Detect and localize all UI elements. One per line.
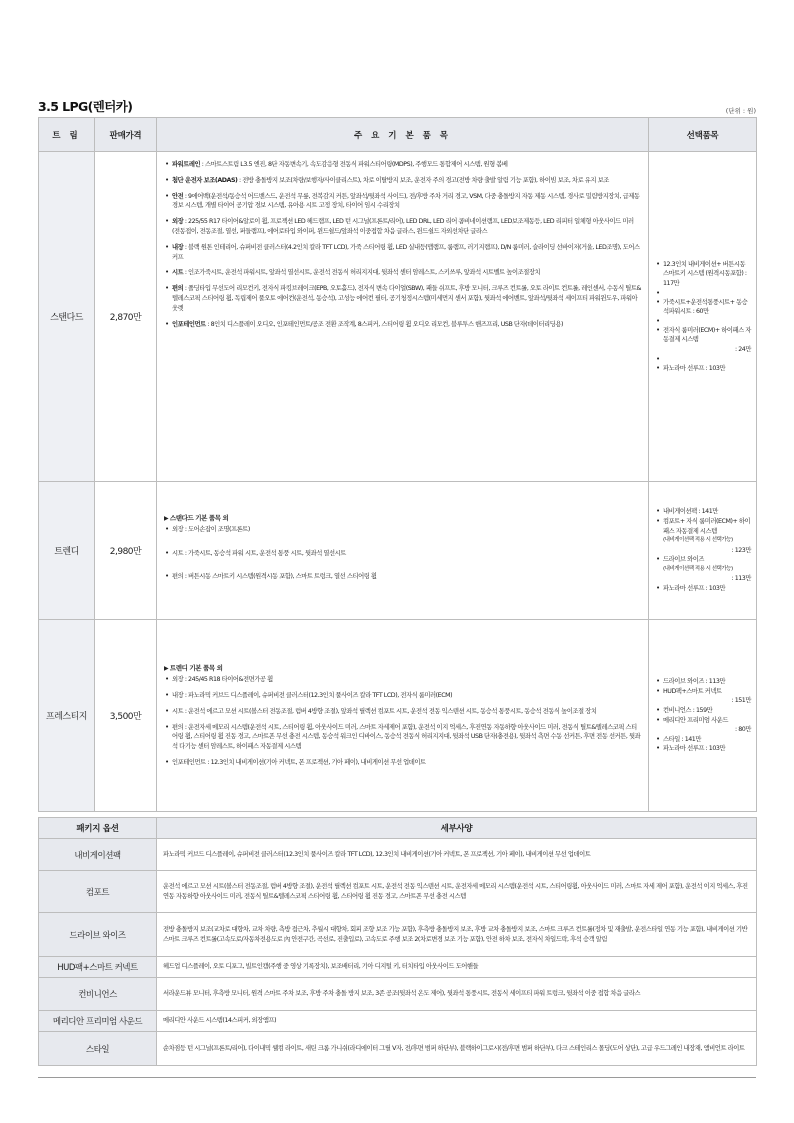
feature-item: • 파워트레인 : 스마트스트림 L3.5 엔진, 8단 자동변속기, 속도감응형 전동식 파워스티어링(MDPS), 주행모드 통합제어 시스템, 원형 봄베 xyxy=(164,160,641,170)
feature-item: • 첨단 운전자 보조(ADAS) : 전방 충돌방지 보조(차량/보행자/사이클리스트), 차로 이탈방지 보조, 운전자 주의 경고(전방 차량 출발 알림 기능 포함), 하이빔 보조, 차로 유지 보조 xyxy=(164,176,641,186)
option-item: • 12.3인치 내비게이션+ 버튼시동 스마트키 시스템 (원격시동포함) : 117만 xyxy=(656,260,751,289)
package-row xyxy=(39,1011,757,1032)
trim-price: 2,980만 xyxy=(95,482,157,620)
package-name: HUD팩+스마트 커넥트 xyxy=(39,957,157,978)
feature-lead: ▶ 스탠다드 기본 품목 외 xyxy=(158,513,647,522)
trim-name: 스탠다드 xyxy=(39,152,95,482)
package-row xyxy=(39,871,757,913)
package-desc: 메리디안 사운드 시스템(14스피커, 외장앰프) xyxy=(157,1011,757,1032)
feature-item: • 편의 : 폴딩타입 무선도어 리모컨키, 전자식 파킹브레이크(EPB, 오토홀드), 전자식 변속 다이얼(SBW), 패들 쉬프트, 후방 모니터, 크루즈 컨트롤, 오토 라이트 컨트롤, 레인센서, 수동식 틸트&텔레스코픽 스티어링 휠, 독립제어 풀오토 에어컨(운전석, 동승석), 고성능 에어컨 필터, 공기청정시스템(미세먼지 센서 포함), 뒷좌석 에어벤트, 앞좌석/뒷좌석 세이프티 파워윈도우, 파워아웃렛 xyxy=(164,284,641,313)
feature-item: • 안전 : 9에어백(운전석/동승석 어드밴스드, 운전석 무릎, 전복감지 커튼, 앞좌석/뒷좌석 사이드), 전/후방 주차 거리 경고, VSM, 다중 충돌방지 자동 제동 시스템, 경사로 밀림방지장치, 급제동 경보 시스템, 개별 타이어 공기압 경보 시스템, 유아용 시트 고정 장치, 타이어 임시 수리장치 xyxy=(164,192,641,212)
feature-item: • 내장 : 파노라믹 커브드 디스플레이, 슈퍼비전 클러스터(12.3인치 풀사이즈 칼라 TFT LCD), 전자식 룸미러(ECM) xyxy=(164,691,641,701)
package-desc: 파노라믹 커브드 디스플레이, 슈퍼비전 클러스터(12.3인치 풀사이즈 칼라 TFT LCD), 12.3인치 내비게이션(기아 커넥트, 폰 프로젝션, 기아 페이), 내비게이션 무선 업데이트 xyxy=(157,839,757,871)
page-title: 3.5 LPG(렌터카) xyxy=(38,99,133,114)
package-row xyxy=(39,839,757,871)
package-name: 드라이브 와이즈 xyxy=(39,913,157,957)
trim-name: 트렌디 xyxy=(39,482,95,620)
feature-item: • 시트 : 가죽시트, 동승석 파워 시트, 운전석 통풍 시트, 뒷좌석 열선시트 xyxy=(164,549,641,559)
package-name: 메리디안 프리미엄 사운드 xyxy=(39,1011,157,1032)
option-item: • 전자식 룸미러(ECM)+ 하이패스 자동결제 시스템 : 24만 xyxy=(656,326,751,355)
trim-row-standard xyxy=(39,152,757,482)
package-name: 컨비니언스 xyxy=(39,978,157,1011)
feature-item: • 시트 : 운전석 에르고 모션 시트(볼스터 전동조절, 럼버 4방향 조절), 앞좌석 릴렉션 컴포트 시트, 운전석 전동 익스텐션 시트, 동승석 통풍시트, 동승석 전동식 높이조절 장치 xyxy=(164,707,641,717)
trim-name: 프레스티지 xyxy=(39,620,95,812)
feature-item: • 외장 : 도어손잡이 조명(프론트) xyxy=(164,525,641,535)
header-trim: 트 림 xyxy=(39,118,95,152)
spacer xyxy=(656,317,751,326)
feature-item: • 편의 : 운전자세 메모리 시스템(운전석 시트, 스티어링 휠, 아웃사이드 미러, 스마트 자세제어 포함), 운전석 이지 억세스, 후진연동 자동하향 아웃사이드 미러, 전동식 틸트&텔레스코픽 스티어링 휠, 스티어링 휠 진동 경고, 스마트폰 무선 충전 시스템, 동승석 워크인 디바이스, 동승석 전동식 허리지지대, 뒷좌석 USB 단자(충전용), 뒷좌석 측면 수동 선커튼, 후면 전동 선커튼, 뒷좌석 다기능 센터 암레스트, 하이패스 자동결제 시스템 xyxy=(164,723,641,752)
package-row xyxy=(39,978,757,1011)
bottom-rule xyxy=(38,1077,756,1078)
option-item: • HUD팩+스마트 커넥트 : 151만 xyxy=(656,687,751,706)
feature-cell xyxy=(157,620,649,812)
package-table xyxy=(38,817,757,1066)
option-item: • 내비게이션팩 : 141만 xyxy=(656,507,751,517)
package-row xyxy=(39,913,757,957)
feature-item: • 인포테인먼트 : 8인치 디스플레이 오디오, 인포테인먼트/공조 전환 조작계, 8스피커, 스티어링 휠 오디오 리모컨, 블루투스 핸즈프리, USB 단자(데이터리딩용) xyxy=(164,320,641,330)
trim-table-header xyxy=(39,118,757,152)
option-item: • 파노라마 선루프 : 103만 xyxy=(656,584,751,594)
package-desc: 헤드업 디스플레이, 오토 디포그, 빌트인캠(주행 중 영상 기록장치), 보조배터리, 기아 디지털 키, 터치타입 아웃사이드 도어핸들 xyxy=(157,957,757,978)
package-desc: 순차점등 턴 시그널(프론트/리어), 다이내믹 웰컴 라이트, 새틴 크롬 가니쉬(라디에이터 그릴 V자, 전/후면 범퍼 하단부), 블랙하이그로시(전/후면 범퍼 하단부), 다크 스테인리스 몰딩(도어 상단), 고급 우드그레인 내장재, 앰비언트 라이트 xyxy=(157,1032,757,1066)
feature-item: • 외장 : 245/45 R18 타이어&전면가공 휠 xyxy=(164,675,641,685)
header-package-desc: 세부사양 xyxy=(157,818,757,839)
feature-lead: ▶ 트렌디 기본 품목 외 xyxy=(158,663,647,672)
trim-row-prestige xyxy=(39,620,757,812)
option-cell xyxy=(649,620,757,812)
package-row xyxy=(39,957,757,978)
feature-cell xyxy=(157,482,649,620)
option-item: • 컴포트+ 자식 룸미러(ECM)+ 하이패스 자동결제 시스템 (내비게이션팩 적용 시 선택가능) : 123만 xyxy=(656,517,751,555)
feature-item: • 인포테인먼트 : 12.3인치 내비게이션(기아 커넥트, 폰 프로젝션, 기아 페이), 내비게이션 무선 업데이트 xyxy=(164,758,641,768)
option-cell xyxy=(649,152,757,482)
package-desc: 전방 충돌방지 보조(교차로 대향차, 교차 차량, 측방 접근차, 추월시 대향차, 회피 조향 보조 기능 포함), 후측방 충돌방지 보조, 후방 교차 충돌방지 보조, 스마트 크루즈 컨트롤(정차 및 재출발, 운전스타일 연동 기능 포함), 내비게이션 기반 스마트 크루즈 컨트롤(고속도로/자동차전용도로 內 안전구간, 곡선로, 진출입로), 고속도로 주행 보조 2(차로변경 보조 기능 포함), 안전 하차 보조, 전자식 차일드락, 후석 승객 알림 xyxy=(157,913,757,957)
package-name: 컴포트 xyxy=(39,871,157,913)
option-item: • 드라이브 와이즈 : 113만 xyxy=(656,677,751,687)
trim-price: 3,500만 xyxy=(95,620,157,812)
feature-item: • 외장 : 225/55 R17 타이어&알로이 휠, 프로젝션 LED 헤드램프, LED 턴 시그널(프론트/리어), LED DRL, LED 리어 콤비네이션램프, LED보조제동등, LED 리피터 일체형 아웃사이드 미러(전동접이, 전동조절, 열선, 퍼들램프), 에어로타입 와이퍼, 윈드쉴드/앞좌석 이중접합 차음 글라스, 윈드쉴드 자외선차단 글라스 xyxy=(164,217,641,237)
header-features: 주 요 기 본 품 목 xyxy=(157,118,649,152)
feature-item: • 내장 : 블랙 원톤 인테리어, 슈퍼비전 클러스터(4.2인치 칼라 TFT LCD), 가죽 스티어링 휠, LED 실내등(맵램프, 룸램프, 러기지램프), D/N 룸미러, 슬라이딩 선바이저(거울, LED조명), 도어스커프 xyxy=(164,243,641,263)
feature-cell xyxy=(157,152,649,482)
package-name: 내비게이션팩 xyxy=(39,839,157,871)
trim-row-trendy xyxy=(39,482,757,620)
header-package-name: 패키지 옵션 xyxy=(39,818,157,839)
package-desc: 서라운드뷰 모니터, 후측방 모니터, 원격 스마트 주차 보조, 후방 주차 충돌 방지 보조, 3존 공조(뒷좌석 온도 제어), 뒷좌석 통풍시트, 전동식 세이프티 파워 트렁크, 뒷좌석 이중 접합 차음 글라스 xyxy=(157,978,757,1011)
trim-table xyxy=(38,117,757,812)
package-row xyxy=(39,1032,757,1066)
feature-item: • 편의 : 버튼시동 스마트키 시스템(원격시동 포함), 스마트 트렁크, 열선 스티어링 휠 xyxy=(164,572,641,582)
spacer xyxy=(656,289,751,298)
option-cell xyxy=(649,482,757,620)
option-item: • 스타일 : 141만 xyxy=(656,735,751,745)
unit-note: (단위 : 원) xyxy=(725,107,756,115)
trim-price: 2,870만 xyxy=(95,152,157,482)
option-item: • 파노라마 선루프 : 103만 xyxy=(656,744,751,754)
header-price: 판매가격 xyxy=(95,118,157,152)
package-name: 스타일 xyxy=(39,1032,157,1066)
package-table-header xyxy=(39,818,757,839)
option-item: • 파노라마 선루프 : 103만 xyxy=(656,364,751,374)
feature-item: • 시트 : 인조가죽시트, 운전석 파워시트, 앞좌석 열선시트, 운전석 전동식 허리지지대, 뒷좌석 센터 암레스트, 스키쓰루, 앞좌석 시트벨트 높이조절장치 xyxy=(164,268,641,278)
option-item: • 컨비니언스 : 159만 xyxy=(656,706,751,716)
option-item: • 드라이브 와이즈 (내비게이션팩 적용 시 선택가능) : 113만 xyxy=(656,555,751,584)
option-item: • 가죽시트+운전석통풍시트+ 동승석파워시트 : 60만 xyxy=(656,298,751,317)
header-options: 선택품목 xyxy=(649,118,757,152)
spacer xyxy=(656,355,751,364)
package-desc: 운전석 에르고 모션 시트(볼스터 전동조절, 럼버 4방향 조절), 운전석 릴렉션 컴포트 시트, 운전석 전동 익스텐션 시트, 운전자세 메모리 시스템(운전석 시트, 스티어링휠, 아웃사이드 미러, 스마트 자세 제어 포함), 운전석 이지 억세스, 후진 연동 자동하향 아웃사이드 미러, 전동식 틸트&텔레스코픽 스티어링 휠, 스티어링 휠 진동 경고, 스마트폰 무선 충전 시스템 xyxy=(157,871,757,913)
option-item: • 메리디안 프리미엄 사운드 : 80만 xyxy=(656,716,751,735)
